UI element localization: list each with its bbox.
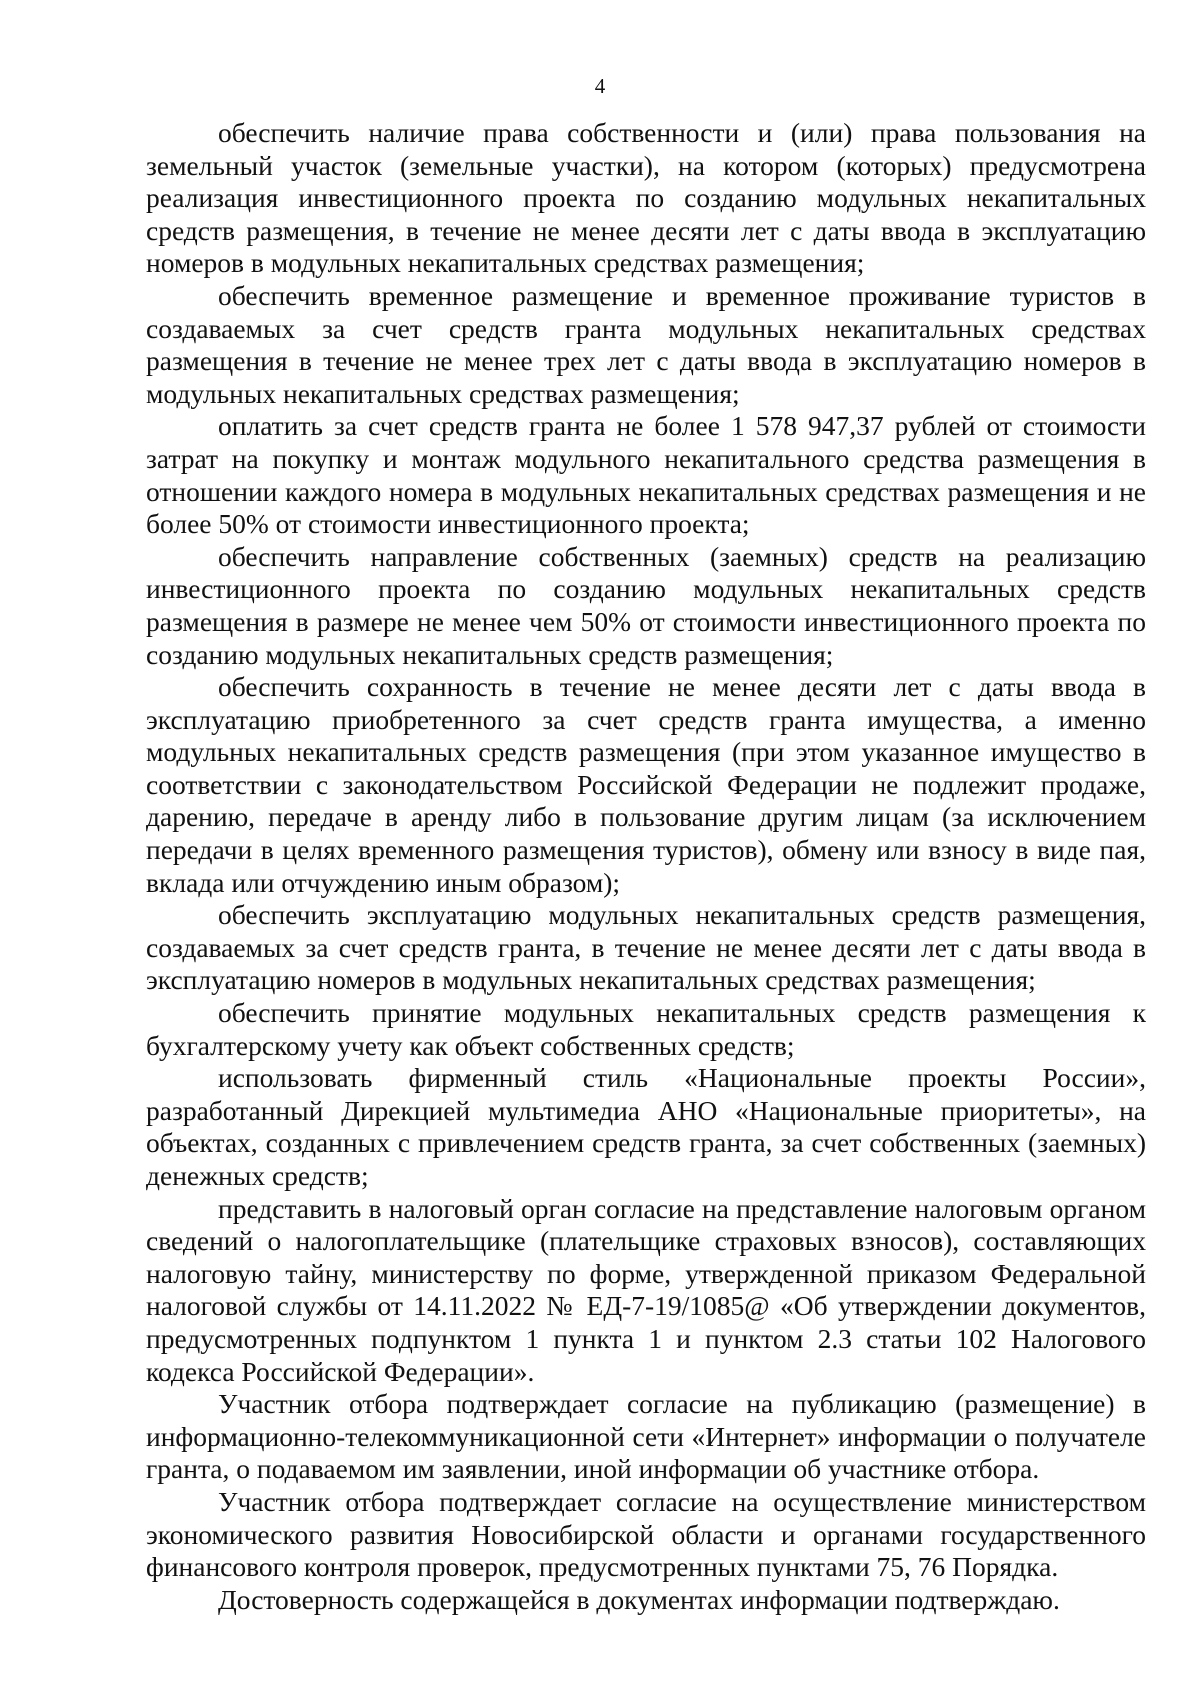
document-body: [146, 117, 1146, 1616]
paragraph-tax-consent: представить в налоговый орган согласие на представление налоговым органом сведений о налогоплательщике (плательщике страховых взносов), составляющих налоговую тайну, министерству по форме, утвержденной приказом Федеральной налоговой службы от 14.11.2022 № ЕД-7-19/1085@ «Об утверждении документов, предусмотренных подпунктом 1 пункта 1 и пунктом 2.3 статьи 102 Налогового кодекса Российской Федерации».: [146, 1192, 1146, 1387]
paragraph-accounting: обеспечить принятие модульных некапитальных средств размещения к бухгалтерскому учету как объект собственных средств;: [146, 997, 1146, 1061]
paragraph-property-preservation: обеспечить сохранность в течение не менее десяти лет с даты ввода в эксплуатацию приобретенного за счет средств гранта имущества, а именно модульных некапитальных средств размещения (при этом указанное имущество в соответствии с законодательством Российской Федерации не подлежит продаже, дарению, передаче в аренду либо в пользование другим лицам (за исключением передачи в целях временного размещения туристов), обмену или взносу в виде пая, вклада или отчуждению иным образом);: [146, 671, 1146, 898]
paragraph-own-funds: обеспечить направление собственных (заемных) средств на реализацию инвестиционного проекта по созданию модульных некапитальных средств размещения в размере не менее чем 50% от стоимости инвестиционного проекта по созданию модульных некапитальных средств размещения;: [146, 540, 1146, 670]
paragraph-tourist-accommodation: обеспечить временное размещение и временное проживание туристов в создаваемых за счет средств гранта модульных некапитальных средствах размещения в течение не менее трех лет с даты ввода в эксплуатацию номеров в модульных некапитальных средствах размещения;: [146, 279, 1146, 409]
paragraph-operation: обеспечить эксплуатацию модульных некапитальных средств размещения, создаваемых за счет средств гранта, в течение не менее десяти лет с даты ввода в эксплуатацию номеров в модульных некапитальных средствах размещения;: [146, 899, 1146, 996]
paragraph-land-rights: обеспечить наличие права собственности и (или) права пользования на земельный участок (земельные участки), на котором (которых) предусмотрена реализация инвестиционного проекта по созданию модульных некапитальных средств размещения, в течение не менее десяти лет с даты ввода в эксплуатацию номеров в модульных некапитальных средствах размещения;: [146, 117, 1146, 279]
paragraph-brand-style: использовать фирменный стиль «Национальные проекты России», разработанный Дирекцией мультимедиа АНО «Национальные приоритеты», на объектах, созданных с привлечением средств гранта, за счет собственных (заемных) денежных средств;: [146, 1062, 1146, 1191]
page-number: 4: [594, 74, 606, 98]
paragraph-inspection-consent: Участник отбора подтверждает согласие на осуществление министерством экономического развития Новосибирской области и органами государственного финансового контроля проверок, предусмотренных пунктами 75, 76 Порядка.: [146, 1485, 1146, 1583]
paragraph-grant-payment-limit: оплатить за счет средств гранта не более 1 578 947,37 рублей от стоимости затрат на покупку и монтаж модульного некапитального средства размещения в отношении каждого номера в модульных некапитальных средствах размещения и не более 50% от стоимости инвестиционного проекта;: [146, 410, 1146, 540]
paragraph-publication-consent: Участник отбора подтверждает согласие на публикацию (размещение) в информационно-телекоммуникационной сети «Интернет» информации о получателе гранта, о подаваемом им заявлении, иной информации об участнике отбора.: [146, 1388, 1146, 1485]
paragraph-accuracy-confirmation: Достоверность содержащейся в документах информации подтверждаю.: [218, 1583, 1060, 1615]
